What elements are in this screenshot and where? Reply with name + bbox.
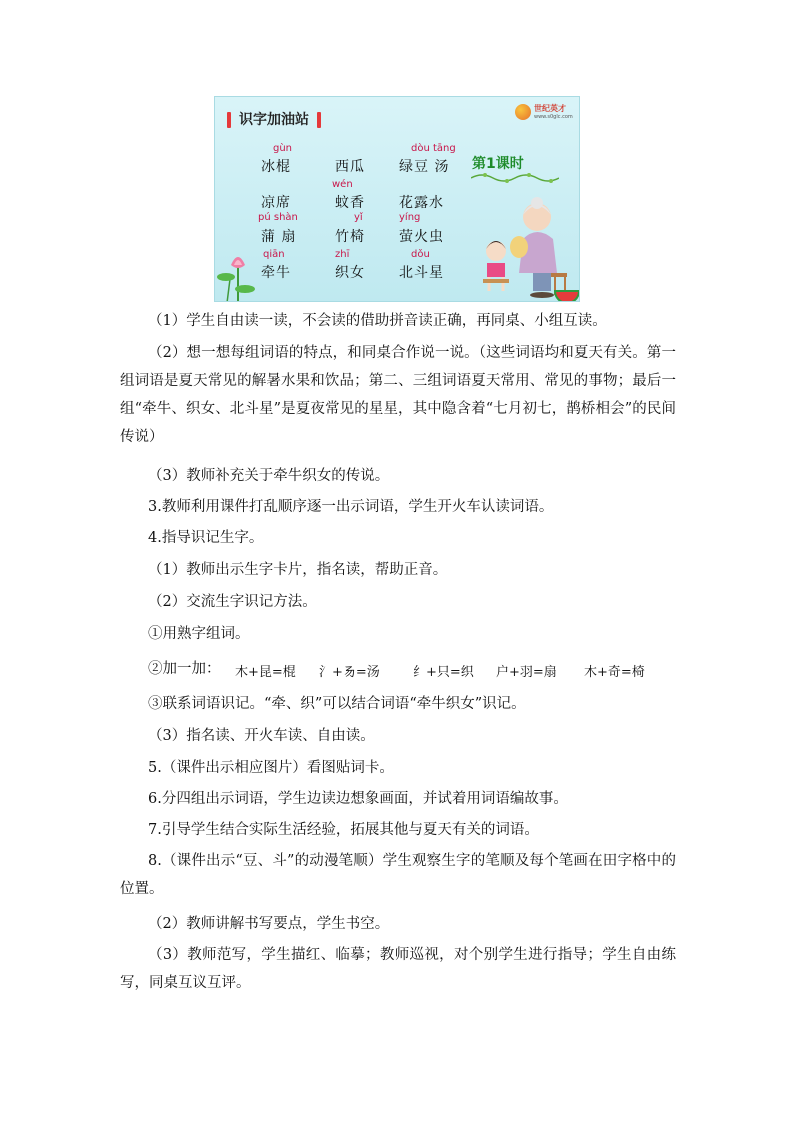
lotus-icon xyxy=(215,243,261,302)
paragraph-4: 3.教师利用课件打乱顺序逐一出示词语，学生开火车认读词语。 xyxy=(148,499,554,515)
word: 织女 xyxy=(335,265,365,281)
paragraph-5: 4.指导识记生字。 xyxy=(148,530,264,546)
paragraph-16: （2）教师讲解书写要点，学生书空。 xyxy=(148,916,390,932)
formula-shan: 户+羽=扇 xyxy=(496,665,557,680)
word: 花露水 xyxy=(399,195,444,211)
vine-decoration-icon xyxy=(471,172,559,184)
pinyin-yi: yǐ xyxy=(354,212,363,223)
pinyin-zhi: zhī xyxy=(335,249,350,260)
formula-yi: 木+奇=椅 xyxy=(584,665,645,680)
pinyin-pushan: pú shàn xyxy=(258,212,298,223)
word: 北斗星 xyxy=(399,265,444,281)
paragraph-13: 6.分四组出示词语，学生边读边想象画面，并试着用词语编故事。 xyxy=(148,791,568,807)
logo-url: www.s0glc.com xyxy=(534,114,573,120)
paragraph-12: 5.（课件出示相应图片）看图贴词卡。 xyxy=(148,760,394,776)
word: 萤火虫 xyxy=(399,229,444,245)
lesson-slide xyxy=(214,96,580,302)
word: 凉席 xyxy=(261,195,291,211)
pinyin-ying: yíng xyxy=(399,212,421,223)
pinyin-dou: dǒu xyxy=(411,249,430,260)
paragraph-1: （1）学生自由读一读，不会读的借助拼音读正确，再同桌、小组互读。 xyxy=(148,313,607,329)
paragraph-8: ①用熟字组词。 xyxy=(148,626,250,642)
paragraph-7: （2）交流生字识记方法。 xyxy=(148,594,317,610)
word: 蚊香 xyxy=(335,195,365,211)
pinyin-qian: qiān xyxy=(263,249,285,260)
paragraph-3: （3）教师补充关于牵牛织女的传说。 xyxy=(148,468,390,484)
paragraph-11: （3）指名读、开火车读、自由读。 xyxy=(148,728,375,744)
paragraph-14: 7.引导学生结合实际生活经验，拓展其他与夏天有关的词语。 xyxy=(148,822,539,838)
word: 蒲 扇 xyxy=(261,229,297,245)
formula-tang: 氵+𠃓=汤 xyxy=(319,665,380,680)
logo-icon xyxy=(515,104,531,120)
word: 冰棍 xyxy=(261,159,291,175)
word: 绿豆 汤 xyxy=(399,159,450,175)
paragraph-2: （2）想一想每组词语的特点，和同桌合作说一说。（这些词语均和夏天有关。第一组词语是夏天常见的解暑水果和饮品；第二、三组词语夏天常用、常见的事物；最后一组“牵牛、织女、北斗星”是夏夜常见的星星，其中隐含着“七月初七，鹊桥相会”的民间传说） xyxy=(120,345,676,445)
word: 西瓜 xyxy=(335,159,365,175)
paragraph-15: 8.（课件出示“豆、斗”的动漫笔顺）学生观察生字的笔顺及每个笔画在田字格中的位置。 xyxy=(120,853,676,897)
pinyin-gun: gùn xyxy=(273,143,293,154)
paragraph-17: （3）教师范写，学生描红、临摹；教师巡视，对个别学生进行指导；学生自由练写，同桌互议互评。 xyxy=(120,947,676,991)
paragraph-9-label: ②加一加： xyxy=(148,661,221,677)
formula-zhi: 纟+只=织 xyxy=(413,665,474,680)
logo-name: 世纪英才 xyxy=(534,104,566,113)
pinyin-wen: wén xyxy=(332,179,353,190)
paragraph-10: ③联系词语识记。“牵、织”可以结合词语“牵牛织女”识记。 xyxy=(148,696,526,712)
formula-gun: 木+昆=棍 xyxy=(235,665,296,680)
pinyin-doutang: dòu tāng xyxy=(411,143,456,154)
word: 牵牛 xyxy=(261,265,291,281)
grandma-child-illustration-icon xyxy=(467,195,579,302)
word: 竹椅 xyxy=(335,229,365,245)
slide-title: 识字加油站 xyxy=(225,110,323,130)
lesson-badge: 第1课时 xyxy=(472,156,524,172)
publisher-logo xyxy=(515,102,571,124)
paragraph-6: （1）教师出示生字卡片，指名读，帮助正音。 xyxy=(148,562,448,578)
